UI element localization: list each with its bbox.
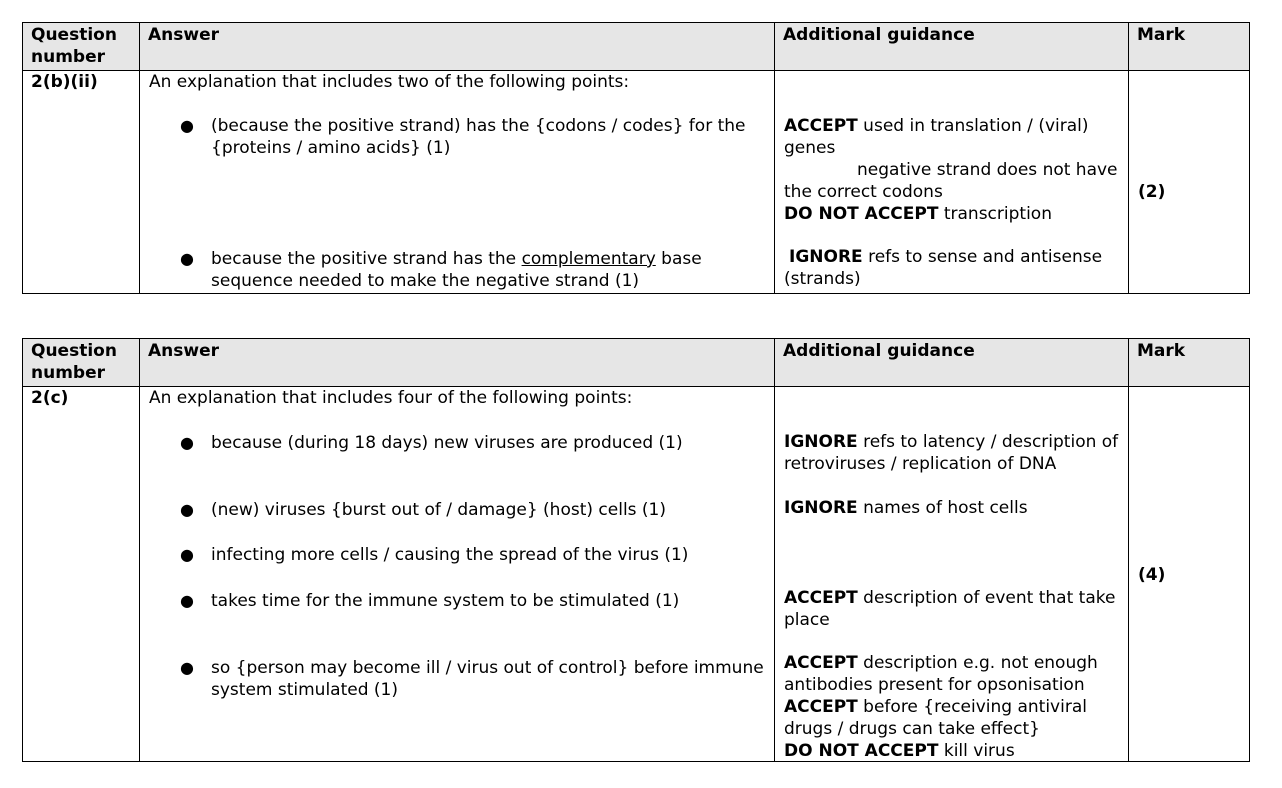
answer-intro-text: An explanation that includes two of the following points: <box>149 72 630 92</box>
guidance-4-line3 <box>784 696 1098 718</box>
guidance-2-line1-rest: refs to sense and antisense <box>862 247 1103 267</box>
guidance-1-line1 <box>784 115 1118 137</box>
bullet-icon: ● <box>180 545 194 564</box>
header-qnum-line2: number <box>31 363 106 383</box>
guidance-3-line1-rest: description of event that take <box>857 588 1116 608</box>
guidance-3 <box>784 587 1115 631</box>
guidance-keyword: ACCEPT <box>784 116 858 136</box>
bullet-icon: ● <box>180 500 194 519</box>
guidance-1-line5 <box>784 203 1118 225</box>
answer-point-5-line1: so {person may become ill / virus out of control} before immune <box>211 658 764 678</box>
bullet-icon: ● <box>180 433 194 452</box>
guidance-1-line1-rest: refs to latency / description of <box>857 432 1119 452</box>
guidance-1-line4: the correct codons <box>784 182 943 202</box>
guidance-3-line2: place <box>784 610 830 630</box>
guidance-1-line1 <box>784 431 1118 453</box>
guidance-2 <box>784 497 1028 519</box>
bullet-icon: ● <box>180 116 194 135</box>
answer-point-4 <box>211 590 679 612</box>
answer-point-1-line1: (because the positive strand) has the {codons / codes} for the <box>211 116 746 136</box>
answer-intro <box>149 71 629 93</box>
question-number-cell <box>23 387 140 762</box>
header-qnum-line2: number <box>31 47 106 67</box>
guidance-4-line5 <box>784 740 1098 762</box>
answer-point-2 <box>211 499 666 521</box>
guidance-keyword: ACCEPT <box>784 588 858 608</box>
mark-scheme-table-2b-ii <box>22 22 1250 294</box>
header-guidance <box>775 23 1129 71</box>
answer-point-2-line2: sequence needed to make the negative strand (1) <box>211 271 640 291</box>
answer-point-2-post: base <box>655 249 702 269</box>
header-guidance-text: Additional guidance <box>783 25 975 45</box>
guidance-keyword: DO NOT ACCEPT <box>784 204 939 224</box>
mark-scheme-table-2c <box>22 338 1250 762</box>
answer-point-2-underlined: complementary <box>521 249 656 269</box>
guidance-1-line2: genes <box>784 138 836 158</box>
guidance-1 <box>784 431 1118 475</box>
answer-point-4-text: takes time for the immune system to be stimulated (1) <box>211 591 680 611</box>
header-mark-text: Mark <box>1137 341 1186 361</box>
header-row <box>23 339 1250 387</box>
guidance-4-line1 <box>784 652 1098 674</box>
body-row <box>23 71 1250 294</box>
header-answer-text: Answer <box>148 25 219 45</box>
answer-intro <box>149 387 632 409</box>
answer-point-1 <box>211 432 683 454</box>
header-answer <box>140 23 775 71</box>
guidance-1-line5-rest: transcription <box>938 204 1052 224</box>
answer-point-2-pre: because the positive strand has the <box>211 249 522 269</box>
bullet-icon: ● <box>180 658 194 677</box>
answer-intro-text: An explanation that includes four of the following points: <box>149 388 633 408</box>
guidance-keyword: ACCEPT <box>784 653 858 673</box>
mark-value: (4) <box>1138 565 1166 585</box>
guidance-4-line5-rest: kill virus <box>938 741 1015 761</box>
answer-point-1 <box>211 115 746 159</box>
answer-point-5-line2: system stimulated (1) <box>211 680 398 700</box>
mark-value: (2) <box>1138 182 1166 202</box>
bullet-icon: ● <box>180 591 194 610</box>
body-row <box>23 387 1250 762</box>
question-number: 2(b)(ii) <box>31 72 98 92</box>
guidance-4-line2: antibodies present for opsonisation <box>784 675 1085 695</box>
answer-point-2 <box>211 248 702 292</box>
guidance-1 <box>784 115 1118 225</box>
header-question-number <box>23 339 140 387</box>
mark-cell <box>1129 387 1250 762</box>
guidance-2-line2: (strands) <box>784 269 861 289</box>
guidance-2 <box>784 246 1103 290</box>
answer-cell <box>140 71 775 294</box>
answer-point-2-line1 <box>211 248 702 270</box>
answer-point-1-line2: {proteins / amino acids} (1) <box>211 138 451 158</box>
guidance-1-line3: negative strand does not have <box>857 160 1118 180</box>
guidance-keyword: IGNORE <box>784 498 858 518</box>
header-qnum-line1: Question <box>31 341 117 361</box>
header-guidance <box>775 339 1129 387</box>
header-mark <box>1129 339 1250 387</box>
guidance-4-line3-rest: before {receiving antiviral <box>857 697 1087 717</box>
guidance-1-line1-rest: used in translation / (viral) <box>857 116 1089 136</box>
guidance-3-line1 <box>784 587 1115 609</box>
guidance-4-line1-rest: description e.g. not enough <box>857 653 1098 673</box>
guidance-cell <box>775 71 1129 294</box>
guidance-4-line4: drugs / drugs can take effect} <box>784 719 1040 739</box>
guidance-keyword: IGNORE <box>789 247 863 267</box>
answer-point-5 <box>211 657 764 701</box>
bullet-icon: ● <box>180 249 194 268</box>
question-number-cell <box>23 71 140 294</box>
guidance-cell <box>775 387 1129 762</box>
guidance-2-line1-rest: names of host cells <box>857 498 1028 518</box>
answer-point-3 <box>211 544 688 566</box>
header-qnum-line1: Question <box>31 25 117 45</box>
header-mark <box>1129 23 1250 71</box>
header-question-number <box>23 23 140 71</box>
guidance-2-line1 <box>784 497 1028 519</box>
header-guidance-text: Additional guidance <box>783 341 975 361</box>
answer-point-1-text: because (during 18 days) new viruses are produced (1) <box>211 433 683 453</box>
header-mark-text: Mark <box>1137 25 1186 45</box>
answer-point-3-text: infecting more cells / causing the spread of the virus (1) <box>211 545 689 565</box>
guidance-2-line1 <box>789 246 1102 268</box>
answer-point-2-text: (new) viruses {burst out of / damage} (host) cells (1) <box>211 500 667 520</box>
header-row <box>23 23 1250 71</box>
answer-cell <box>140 387 775 762</box>
guidance-keyword: IGNORE <box>784 432 858 452</box>
header-answer <box>140 339 775 387</box>
guidance-keyword: DO NOT ACCEPT <box>784 741 939 761</box>
guidance-1-line2: retroviruses / replication of DNA <box>784 454 1057 474</box>
header-answer-text: Answer <box>148 341 219 361</box>
mark-cell <box>1129 71 1250 294</box>
question-number: 2(c) <box>31 388 69 408</box>
guidance-keyword: ACCEPT <box>784 697 858 717</box>
guidance-4 <box>784 652 1098 762</box>
